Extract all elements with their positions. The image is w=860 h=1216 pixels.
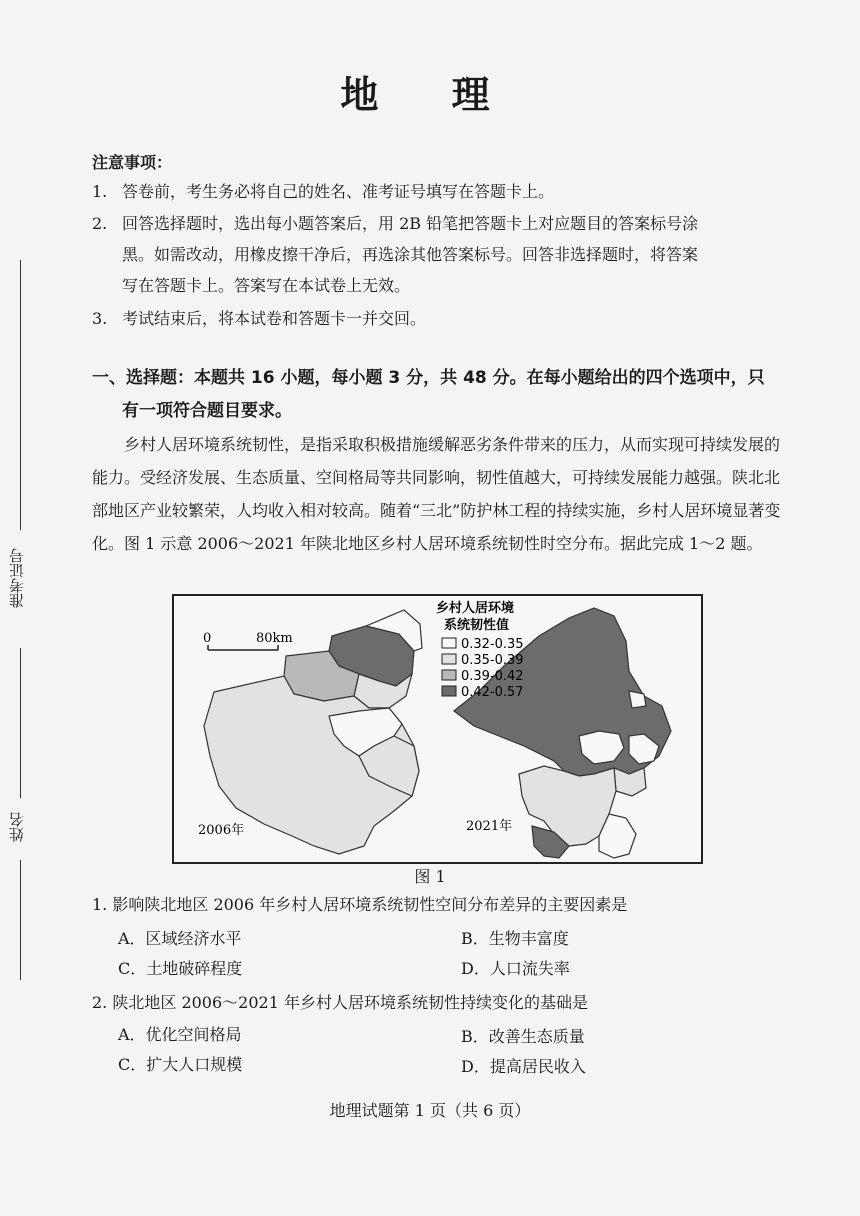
note-text: 回答选择题时，选出每小题答案后，用 2B 铅笔把答题卡上对应题目的答案标号涂 [122, 214, 699, 233]
note-number: 2. [92, 214, 108, 233]
map-2006 [204, 610, 422, 854]
figure-caption: 图 1 [414, 867, 446, 886]
binding-line-top [20, 260, 21, 530]
option-1b[interactable]: B．生物丰富度 [461, 929, 569, 948]
map-label-2021: 2021年 [466, 819, 513, 834]
note-item-2 [92, 208, 792, 301]
legend-label: 0.39-0.42 [461, 669, 524, 684]
name-label: 姓名 [8, 812, 26, 842]
legend-swatch [442, 638, 456, 648]
notes-heading: 注意事项： [92, 153, 173, 172]
region-2021-inner-small [629, 691, 646, 708]
map-label-2006: 2006年 [198, 823, 245, 838]
note-number: 3. [92, 309, 108, 328]
option-1a[interactable]: A．区域经济水平 [118, 929, 242, 948]
question-number: 2. [92, 993, 108, 1012]
section-heading [92, 362, 792, 428]
scale-label: 80km [256, 631, 293, 646]
option-1c[interactable]: C．土地破碎程度 [118, 959, 243, 978]
question-stem: 影响陕北地区 2006 年乡村人居环境系统韧性空间分布差异的主要因素是 [112, 895, 628, 914]
legend-swatch [442, 654, 456, 664]
note-text: 答卷前，考生务必将自己的姓名、准考证号填写在答题卡上。 [122, 182, 555, 201]
note-number: 1. [92, 182, 108, 201]
question-stem: 陕北地区 2006～2021 年乡村人居环境系统韧性持续变化的基础是 [112, 993, 588, 1012]
legend-label: 0.35-0.39 [461, 653, 524, 668]
scale-zero: 0 [203, 631, 212, 646]
question-1 [92, 892, 812, 915]
note-text: 考试结束后，将本试卷和答题卡一并交回。 [122, 309, 427, 328]
page-footer: 地理试题第 1 页（共 6 页） [329, 1101, 531, 1120]
legend-swatch [442, 686, 456, 696]
binding-line-middle [20, 648, 21, 798]
note-text-cont: 黑。如需改动，用橡皮擦干净后，再选涂其他答案标号。回答非选择题时，将答案 [122, 245, 699, 264]
note-item-3 [92, 303, 792, 334]
option-2c[interactable]: C．扩大人口规模 [118, 1055, 243, 1074]
note-text-cont: 写在答题卡上。答案写在本试卷上无效。 [122, 276, 411, 295]
reading-passage: 乡村人居环境系统韧性，是指采取积极措施缓解恶劣条件带来的压力，从而实现可持续发展的能力。受经济发展、生态质量、空间格局等共同影响，韧性值越大，可持续发展能力越强。陕北北部地区产业较繁荣，人均收入相对较高。随着“三北”防护林工程的持续实施，乡村人居环境显著变化。图 1 示意 2006～2021 年陕北地区乡村人居环境系统韧性时空分布。据此完成 1～2 题。 [92, 435, 781, 553]
legend-label: 0.32-0.35 [461, 637, 524, 652]
figure-map [172, 594, 703, 864]
option-1d[interactable]: D．人口流失率 [461, 959, 570, 978]
section-heading-line1: 一、选择题：本题共 16 小题，每小题 3 分，共 48 分。在每小题给出的四个选项中，只 [92, 368, 765, 388]
section-heading-line2: 有一项符合题目要求。 [122, 401, 292, 421]
legend [442, 637, 524, 700]
option-2a[interactable]: A．优化空间格局 [118, 1025, 242, 1044]
question-number: 1. [92, 895, 108, 914]
map-svg [174, 596, 701, 862]
option-2d[interactable]: D．提高居民收入 [461, 1057, 586, 1076]
question-2 [92, 990, 812, 1013]
exam-id-label: 准考证号 [8, 548, 26, 608]
page-title: 地 理 [340, 73, 520, 117]
legend-title-line2: 系统韧性值 [444, 618, 510, 633]
option-2b[interactable]: B．改善生态质量 [461, 1027, 585, 1046]
legend-title-line1: 乡村人居环境 [436, 601, 515, 616]
legend-swatch [442, 670, 456, 680]
note-item-1 [92, 176, 792, 207]
legend-label: 0.42-0.57 [461, 685, 524, 700]
